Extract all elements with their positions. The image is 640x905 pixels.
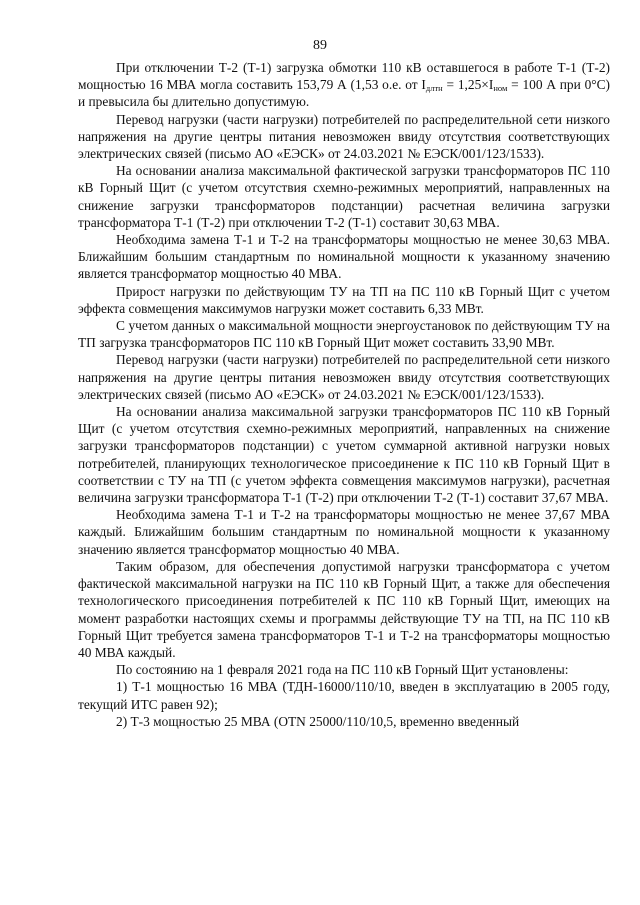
paragraph-p1 [78,59,610,111]
paragraph-p7: Перевод нагрузки (части нагрузки) потребителей по распределительной сети низкого напряжения на другие центры питания невозможен ввиду отсутствия соответствующих электрических связей (письмо АО «ЕЭСК» от 24.03.2021 № ЕЭСК/001/123/1533). [78,352,610,402]
paragraph-p5: Прирост нагрузки по действующим ТУ на ТП на ПС 110 кВ Горный Щит с учетом эффекта совмещения максимумов нагрузки может составить 6,33 МВт. [78,283,610,316]
paragraph-p11: По состоянию на 1 февраля 2021 года на ПС 110 кВ Горный Щит установлены: [116,662,569,678]
paragraph-p2: Перевод нагрузки (части нагрузки) потребителей по распределительной сети низкого напряжения на другие центры питания невозможен ввиду отсутствия соответствующих электрических связей (письмо АО «ЕЭСК» от 24.03.2021 № ЕЭСК/001/123/1533). [78,111,610,162]
paragraph-p9: Необходима замена Т-1 и Т-2 на трансформаторы мощностью не менее 37,67 МВА каждый. Ближайшим большим стандартным по номинальной мощности к указанному значению является трансформатор мощностью 40 МВА. [78,507,610,557]
paragraph-text-segment: = 1,25×I [442,77,494,93]
paragraph-text-segment: При отключении Т-2 (Т-1) загрузка обмотки 110 кВ оставшегося в работе Т-1 (Т-2) мощностью 16 МВА могла составить 153,79 А (1,53 о.е. от I [78,60,610,93]
subscript-text: ном [493,83,508,94]
paragraph-p4: Необходима замена Т-1 и Т-2 на трансформаторы мощностью не менее 30,63 МВА. Ближайшим большим стандартным по номинальной мощности к указанному значению является трансформатор мощностью 40 МВА. [78,232,610,282]
paragraph-p8: На основании анализа максимальной загрузки трансформаторов ПС 110 кВ Горный Щит (с учетом отсутствия схемно-режимных мероприятий, направленных на снижение загрузки трансформаторов подстанции) с учетом суммарной активной нагрузки новых потребителей, планирующих технологическое присоединение к ПС 110 кВ Горный Щит в соответствии с ТУ на ТП (с учетом эффекта совмещения максимумов нагрузки), расчетная величина загрузки трансформатора Т-1 (Т-2) при отключении Т-2 (Т-1) составит 37,67 МВА. [78,404,610,506]
paragraph-p13: 2) Т-3 мощностью 25 МВА (OTN 25000/110/10,5, временно введенный [116,713,520,729]
paragraph-p10: Таким образом, для обеспечения допустимой нагрузки трансформатора с учетом фактической максимальной нагрузки на ПС 110 кВ Горный Щит, а также для обеспечения технологического присоединения потребителей к ПС 110 кВ Горный Щит, имеющих на момент разработки настоящих схемы и программы действующие ТУ на ТП, на ПС 110 кВ Горный Щит требуется замена трансформаторов Т-1 и Т-2 на трансформаторы мощностью 40 МВА каждый. [78,558,610,660]
paragraph-text-segment: = 100 А при 0°С) и превысила бы длительно допустимую. [78,77,611,110]
page-number: 89 [313,38,327,53]
subscript-text: длтн [425,83,443,94]
document-body [78,59,610,730]
paragraph-p12: 1) Т-1 мощностью 16 МВА (ТДН-16000/110/10, введен в эксплуатацию в 2005 году, текущий ИТС равен 92); [78,679,610,712]
paragraph-p6: С учетом данных о максимальной мощности энергоустановок по действующим ТУ на ТП загрузка трансформаторов ПС 110 кВ Горный Щит может составить 33,90 МВт. [78,318,610,351]
paragraph-p3: На основании анализа максимальной фактической загрузки трансформаторов ПС 110 кВ Горный Щит (с учетом отсутствия схемно-режимных мероприятий, направленных на снижение загрузки трансформаторов подстанции) расчетная величина загрузки трансформатора Т-1 (Т-2) при отключении Т-2 (Т-1) составит 30,63 МВА. [78,163,610,230]
